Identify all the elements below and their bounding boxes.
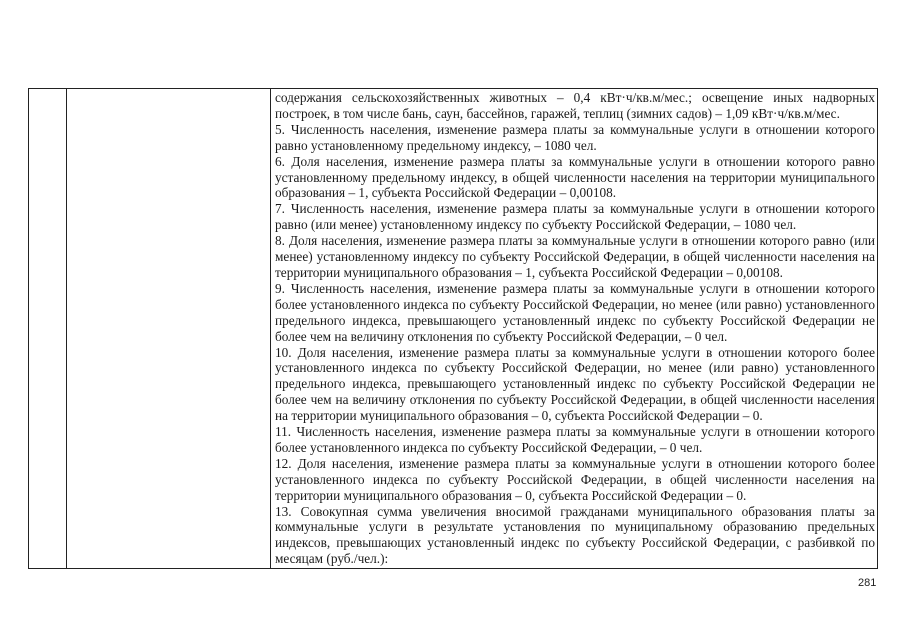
paragraph-continuation: содержания сельскохозяйственных животных – 0,4 кВт·ч/кв.м/мес.; освещение иных надворных построек, в том числе бань, саун, бассейнов, гаражей, теплиц (зимних садов) – 1,09 кВт·ч/кв.м/мес. [275, 90, 875, 121]
paragraph-item-12: 12. Доля населения, изменение размера платы за коммунальные услуги в отношении которого более установленного индекса по субъекту Российской Федерации, в общей численности населения на территории муниципального образования – 0, субъекта Российской Федерации – 0. [275, 455, 875, 503]
page-number: 281 [858, 577, 877, 589]
paragraph-item-13: 13. Совокупная сумма увеличения вносимой гражданами муниципального образования платы за коммунальные услуги в результате установления по муниципальному образованию предельных индексов, превышающих установленный индекс по субъекту Российской Федерации, с разбивкой по месяцам (руб./чел.): [275, 503, 875, 567]
paragraph-item-9: 9. Численность населения, изменение размера платы за коммунальные услуги в отношении которого более установленного индекса по субъекту Российской Федерации, но менее (или равно) установленного предельного индекса, превышающего установленный индекс по субъекту Российской Федерации не более чем на величину отклонения по субъекту Российской Федерации, – 0 чел. [275, 280, 875, 344]
paragraph-item-7: 7. Численность населения, изменение размера платы за коммунальные услуги в отношении которого равно (или менее) установленному индексу по субъекту Российской Федерации, – 1080 чел. [275, 201, 875, 233]
paragraph-item-5: 5. Численность населения, изменение размера платы за коммунальные услуги в отношении которого равно установленному предельному индексу, – 1080 чел. [275, 121, 875, 153]
table-column-number [29, 89, 67, 568]
table-column-content [275, 89, 875, 568]
paragraph-item-10: 10. Доля населения, изменение размера платы за коммунальные услуги в отношении которого более установленного индекса по субъекту Российской Федерации, но менее (или равно) установленного предельного индекса, превышающего установленный индекс по субъекту Российской Федерации не более чем на величину отклонения по субъекту Российской Федерации, в общей численности населения на территории муниципального образования – 0, субъекта Российской Федерации – 0. [275, 344, 875, 424]
paragraph-item-11: 11. Численность населения, изменение размера платы за коммунальные услуги в отношении которого более установленного индекса по субъекту Российской Федерации, – 0 чел. [275, 424, 875, 455]
paragraph-item-6: 6. Доля населения, изменение размера платы за коммунальные услуги в отношении которого равно установленному предельному индексу, в общей численности населения на территории муниципального образования – 1, субъекта Российской Федерации – 0,00108. [275, 153, 875, 201]
paragraph-item-8: 8. Доля населения, изменение размера платы за коммунальные услуги в отношении которого равно (или менее) установленному индексу по субъекту Российской Федерации, в общей численности населения на территории муниципального образования – 1, субъекта Российской Федерации – 0,00108. [275, 233, 875, 280]
table-column-name [67, 89, 271, 568]
document-table [28, 88, 878, 569]
